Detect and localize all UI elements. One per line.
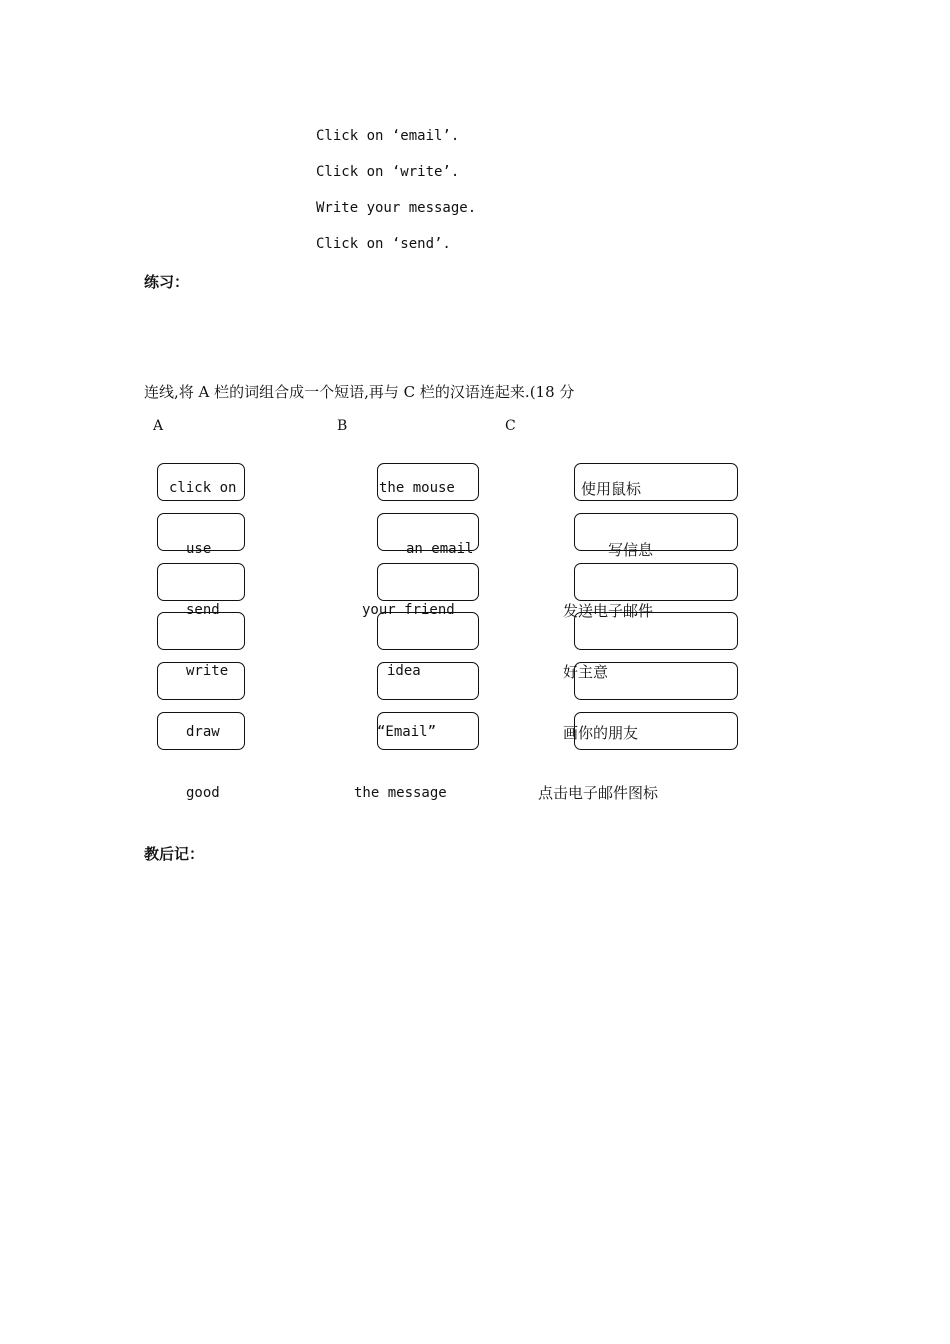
answer-box-a-3[interactable] <box>157 563 245 601</box>
word-b-your-friend: your friend <box>362 602 455 618</box>
word-b-idea: idea <box>387 663 421 679</box>
word-b-email: “Email” <box>377 724 437 740</box>
step-3: Write your message. <box>316 200 477 216</box>
word-c-draw-friend: 画你的朋友 <box>563 724 639 742</box>
word-c-write-message: 写信息 <box>608 541 654 559</box>
word-b-the-mouse: the mouse <box>379 480 455 496</box>
word-a-use: use <box>186 541 212 557</box>
step-1: Click on ‘email’. <box>316 128 460 144</box>
word-a-send: send <box>186 602 220 618</box>
teaching-notes-heading: 教后记： <box>144 845 205 863</box>
word-c-click-email-icon: 点击电子邮件图标 <box>538 784 659 802</box>
answer-box-c-3[interactable] <box>574 563 738 601</box>
answer-box-b-3[interactable] <box>377 563 479 601</box>
step-4: Click on ‘send’. <box>316 236 451 252</box>
answer-box-c-2[interactable] <box>574 513 738 551</box>
practice-heading: 练习： <box>144 273 190 291</box>
word-a-good: good <box>186 785 220 801</box>
column-a-label: A <box>153 418 164 434</box>
column-b-label: B <box>337 418 348 434</box>
word-a-write: write <box>186 663 229 679</box>
word-c-send-email: 发送电子邮件 <box>563 602 654 620</box>
word-b-an-email: an email <box>406 541 474 557</box>
word-a-draw: draw <box>186 724 220 740</box>
exercise-instruction: 连线,将 A 栏的词组合成一个短语,再与 C 栏的汉语连起来.(18 分 <box>144 383 575 401</box>
word-b-the-message: the message <box>354 785 447 801</box>
step-2: Click on ‘write’. <box>316 164 460 180</box>
word-a-click-on: click on <box>169 480 237 496</box>
word-c-good-idea: 好主意 <box>563 663 609 681</box>
word-c-use-mouse: 使用鼠标 <box>581 480 642 498</box>
column-c-label: C <box>505 418 516 434</box>
